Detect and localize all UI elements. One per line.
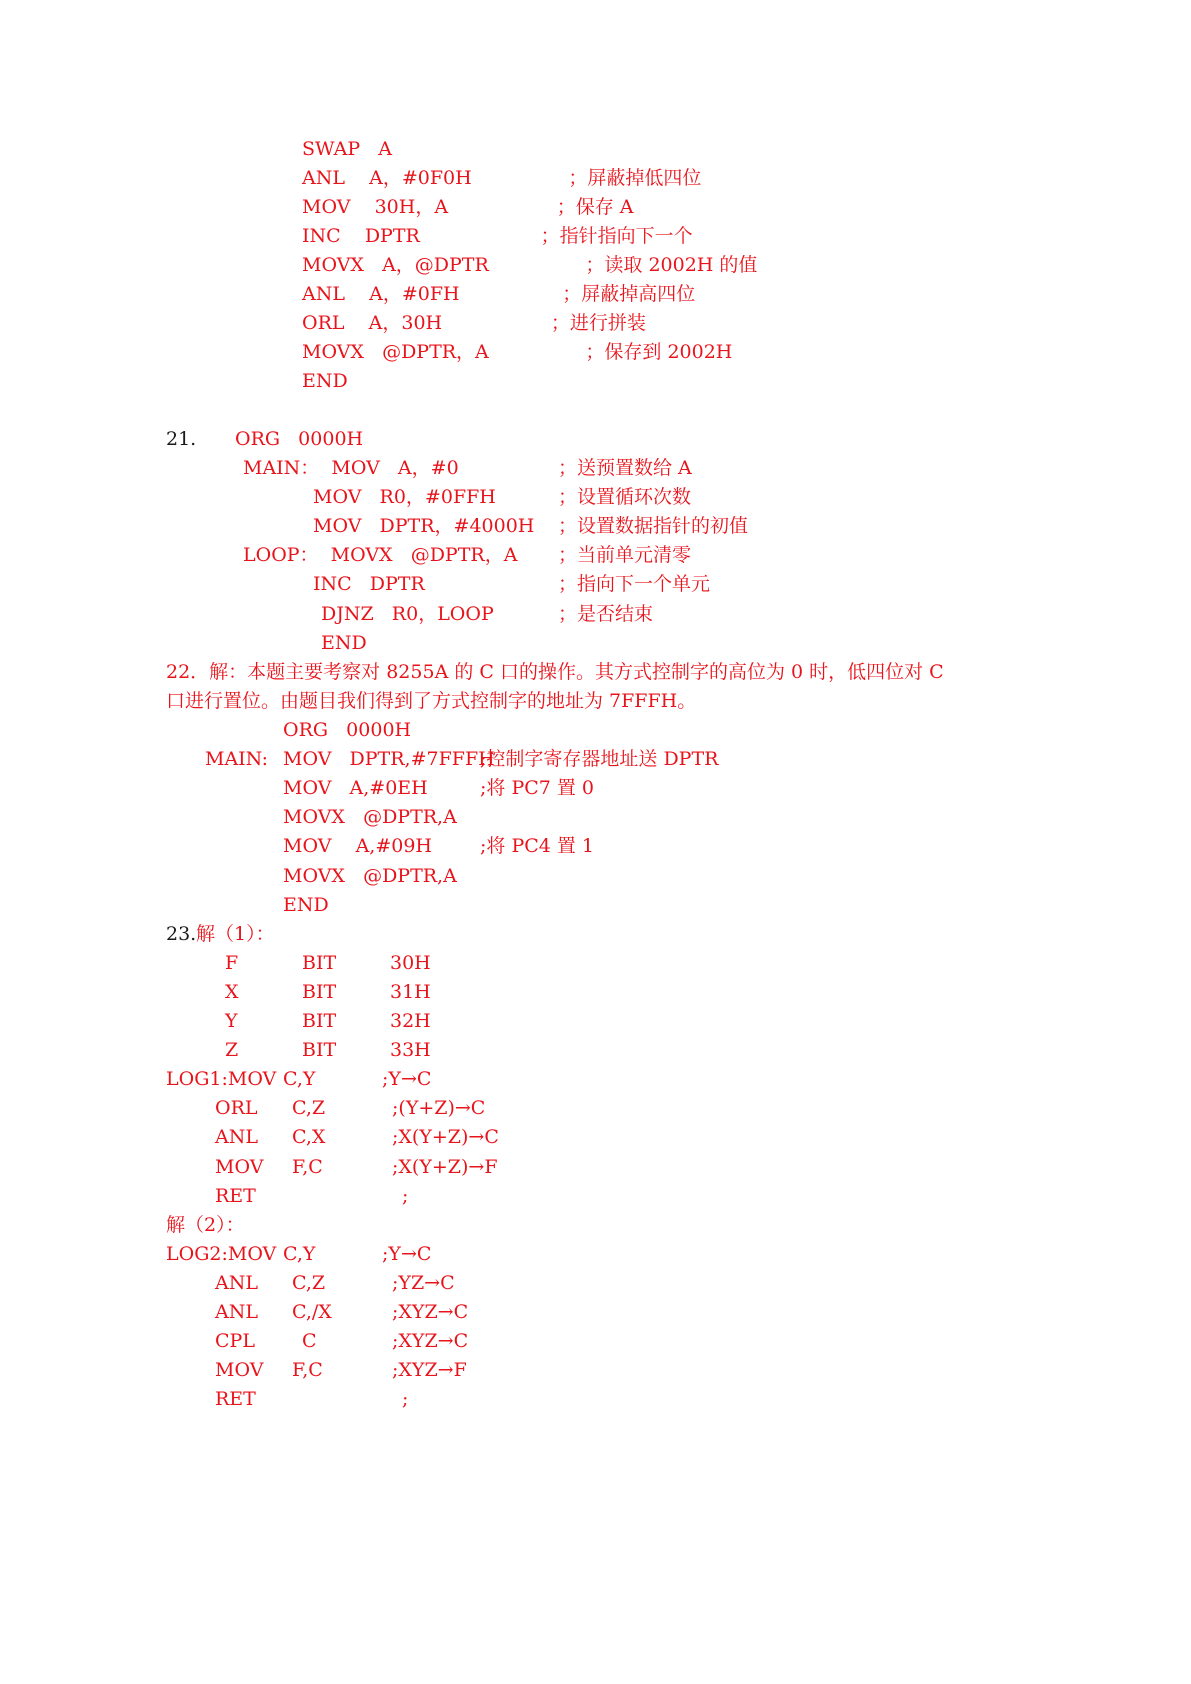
code-line: CPL bbox=[215, 1330, 255, 1352]
code-line: F,C bbox=[292, 1156, 323, 1178]
code-line: 32H bbox=[390, 1010, 431, 1032]
code-line: MOV bbox=[215, 1359, 264, 1381]
code-line: LOG2:MOV bbox=[166, 1243, 277, 1265]
code-line: MOV 30H，A ；保存 A bbox=[302, 196, 634, 218]
code-label: MAIN: bbox=[205, 748, 269, 770]
code-line: INC DPTR ；指针指向下一个 bbox=[302, 225, 693, 247]
code-line: C,Z bbox=[292, 1097, 326, 1119]
code-comment: ;将 PC7 置 0 bbox=[480, 777, 595, 799]
code-line: MOV A,#0EH bbox=[283, 777, 428, 799]
code-line: C bbox=[302, 1330, 317, 1352]
code-label: Z bbox=[225, 1039, 239, 1061]
code-line: ORG 0000H bbox=[283, 719, 412, 741]
code-comment: ;Y→C bbox=[382, 1243, 432, 1265]
code-line: ANL bbox=[215, 1126, 258, 1148]
code-line: DJNZ R0，LOOP bbox=[321, 603, 494, 625]
code-line: F,C bbox=[292, 1359, 323, 1381]
code-line: MOV DPTR,#7FFFH bbox=[283, 748, 495, 770]
code-line: BIT bbox=[302, 1010, 337, 1032]
code-line: ANL bbox=[215, 1272, 258, 1294]
code-line: C,Y bbox=[283, 1068, 316, 1090]
code-line: MOVX A，@DPTR ；读取 2002H 的值 bbox=[302, 254, 758, 276]
code-comment: ; bbox=[402, 1185, 409, 1207]
code-comment: ；设置循环次数 bbox=[558, 486, 692, 508]
code-line: MOVX @DPTR，A ；保存到 2002H bbox=[302, 341, 733, 363]
code-line: C,Y bbox=[283, 1243, 316, 1265]
code-line: MOV R0，#0FFH bbox=[313, 486, 496, 508]
code-comment: ;将 PC4 置 1 bbox=[480, 835, 595, 857]
code-line: LOOP： MOVX @DPTR，A bbox=[243, 544, 518, 566]
code-line: MOVX @DPTR,A bbox=[283, 865, 457, 887]
code-label: X bbox=[225, 981, 239, 1003]
code-line: MAIN： MOV A，#0 bbox=[243, 457, 459, 479]
section-heading: 解（2）： bbox=[166, 1214, 245, 1236]
code-comment: ;YZ→C bbox=[392, 1272, 455, 1294]
code-comment: ；指向下一个单元 bbox=[558, 573, 711, 595]
code-line: RET bbox=[215, 1185, 256, 1207]
code-line: ANL A，#0F0H ；屏蔽掉低四位 bbox=[302, 167, 702, 189]
code-comment: ;Y→C bbox=[382, 1068, 432, 1090]
code-line: C,X bbox=[292, 1126, 326, 1148]
code-line: 30H bbox=[390, 952, 431, 974]
code-line: MOV DPTR，#4000H bbox=[313, 515, 535, 537]
code-label: F bbox=[225, 952, 239, 974]
section-heading: 解（1）： bbox=[196, 923, 275, 945]
code-line: END bbox=[283, 894, 329, 916]
code-comment: ；送预置数给 A bbox=[558, 457, 692, 479]
question-number: 23. bbox=[166, 923, 197, 945]
code-comment: ；设置数据指针的初值 bbox=[558, 515, 749, 537]
code-line: BIT bbox=[302, 981, 337, 1003]
code-comment: ;X(Y+Z)→C bbox=[392, 1126, 499, 1148]
code-comment: ;XYZ→C bbox=[392, 1330, 469, 1352]
code-line: MOVX @DPTR,A bbox=[283, 806, 457, 828]
code-label: Y bbox=[225, 1010, 238, 1032]
code-line: END bbox=[321, 632, 367, 654]
question-number: 21. bbox=[166, 428, 197, 450]
code-comment: ; bbox=[402, 1388, 409, 1410]
code-comment: ;XYZ→F bbox=[392, 1359, 467, 1381]
code-line: SWAP A bbox=[302, 138, 392, 160]
code-line: INC DPTR bbox=[313, 573, 425, 595]
code-line: ANL bbox=[215, 1301, 258, 1323]
code-line: ORG 0000H bbox=[235, 428, 364, 450]
code-comment: ;XYZ→C bbox=[392, 1301, 469, 1323]
code-line: MOV A,#09H bbox=[283, 835, 433, 857]
code-comment: ;(Y+Z)→C bbox=[392, 1097, 486, 1119]
code-line: ANL A，#0FH ；屏蔽掉高四位 bbox=[302, 283, 696, 305]
paragraph-line: 口进行置位。由题目我们得到了方式控制字的地址为 7FFFH。 bbox=[166, 690, 697, 712]
code-line: ORL A，30H ；进行拼装 bbox=[302, 312, 646, 334]
code-line: BIT bbox=[302, 1039, 337, 1061]
code-line: 31H bbox=[390, 981, 431, 1003]
code-line: LOG1:MOV bbox=[166, 1068, 277, 1090]
code-comment: ；当前单元清零 bbox=[558, 544, 692, 566]
code-comment: ;控制字寄存器地址送 DPTR bbox=[480, 748, 719, 770]
paragraph-line: 22．解：本题主要考察对 8255A 的 C 口的操作。其方式控制字的高位为 0 时，低四位对 C bbox=[166, 661, 944, 683]
code-comment: ;X(Y+Z)→F bbox=[392, 1156, 498, 1178]
code-line: RET bbox=[215, 1388, 256, 1410]
code-line: C,/X bbox=[292, 1301, 332, 1323]
code-line: C,Z bbox=[292, 1272, 326, 1294]
code-line: BIT bbox=[302, 952, 337, 974]
code-line: ORL bbox=[215, 1097, 258, 1119]
code-comment: ；是否结束 bbox=[558, 603, 654, 625]
code-line: 33H bbox=[390, 1039, 431, 1061]
code-line: END bbox=[302, 370, 348, 392]
code-line: MOV bbox=[215, 1156, 264, 1178]
